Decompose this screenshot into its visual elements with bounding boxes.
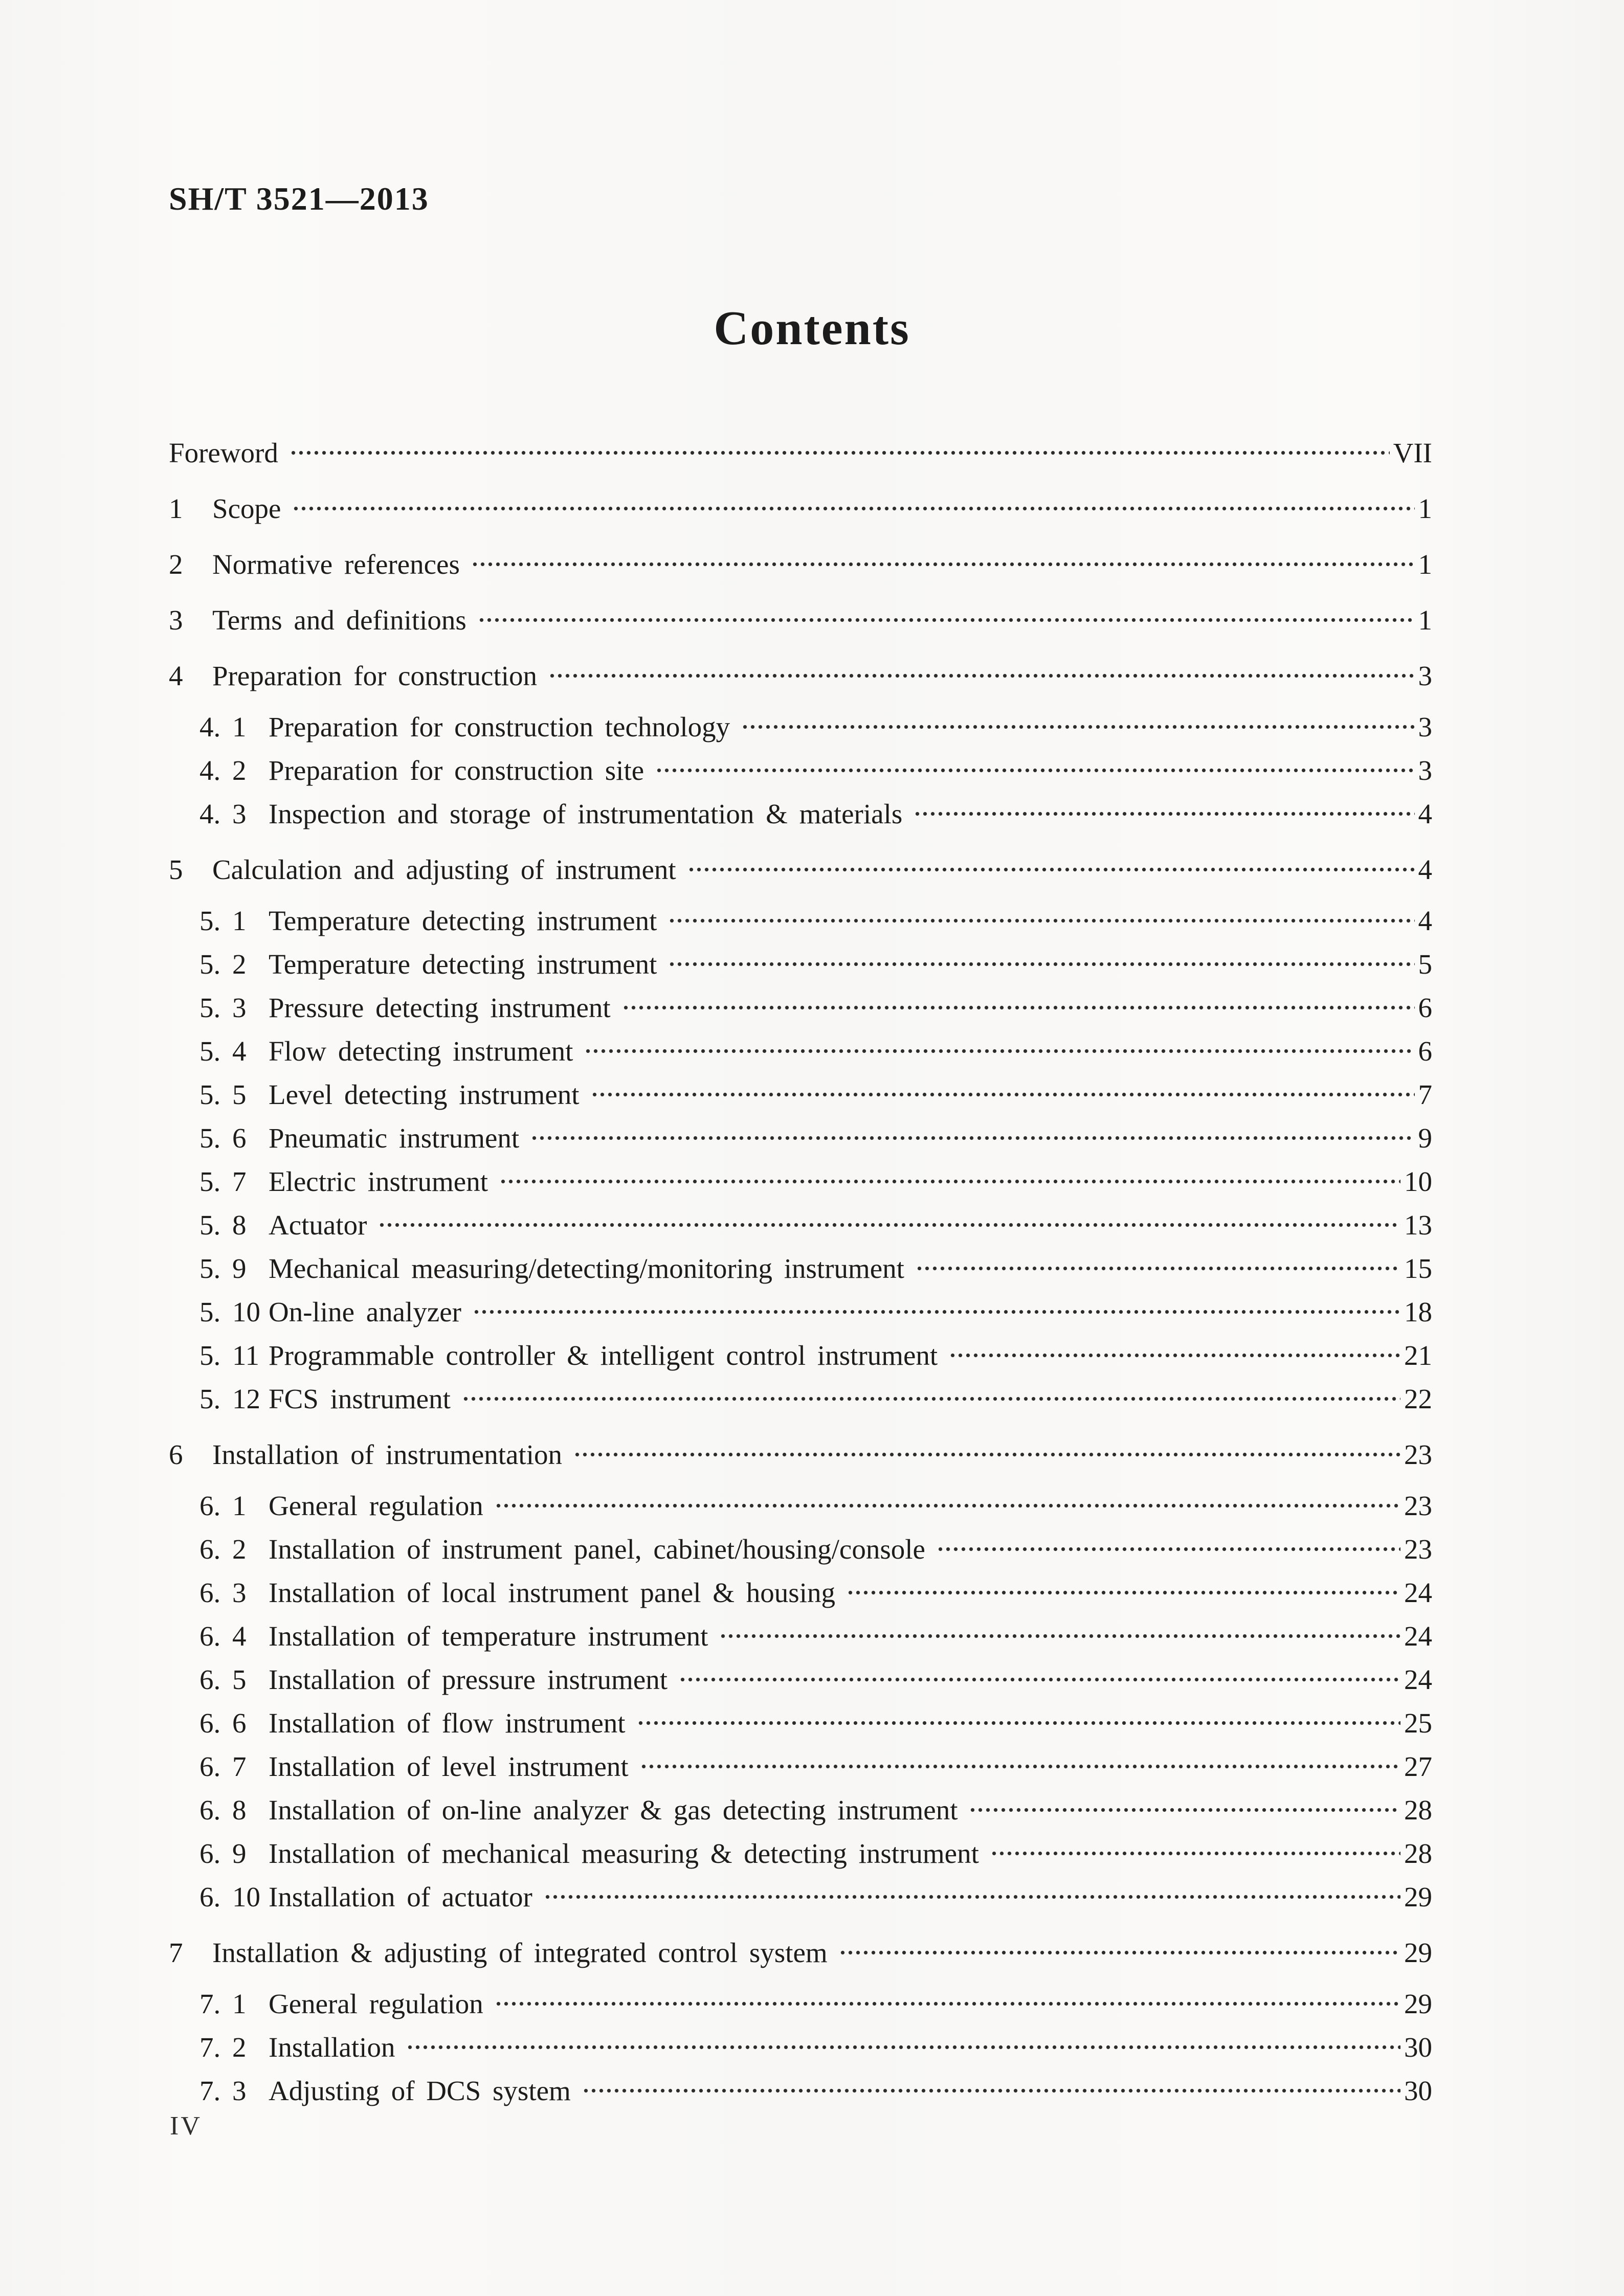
toc-entry xyxy=(169,1614,1432,1658)
entry-number: 2 xyxy=(169,549,183,580)
entry-number: 6. 6 xyxy=(199,1707,247,1739)
entry-number: 5. 10 xyxy=(199,1296,260,1327)
entry-number: 7. 1 xyxy=(199,1988,247,2019)
dot-leader-decoration xyxy=(847,1571,1400,1614)
entry-title: Terms and definitions xyxy=(212,604,466,636)
entry-page: 30 xyxy=(1404,2075,1432,2106)
entry-number: 7 xyxy=(169,1937,183,1968)
entry-page: 24 xyxy=(1404,1664,1432,1695)
entry-number: 5. 3 xyxy=(199,992,247,1023)
entry-title: Installation of local instrument panel & housing xyxy=(269,1577,835,1608)
entry-title: Programmable controller & intelligent control instrument xyxy=(269,1340,938,1371)
entry-page: 5 xyxy=(1418,949,1432,980)
dot-leader-decoration xyxy=(530,1116,1414,1160)
dot-leader-decoration xyxy=(640,1745,1400,1788)
entry-page: 29 xyxy=(1404,1988,1432,2019)
dot-leader-decoration xyxy=(916,1247,1400,1290)
entry-page: 24 xyxy=(1404,1577,1432,1608)
entry-title: Installation of on-line analyzer & gas detecting instrument xyxy=(269,1794,958,1826)
entry-page: 30 xyxy=(1404,2032,1432,2063)
entry-page: 3 xyxy=(1418,755,1432,786)
entry-number: 5 xyxy=(169,854,183,885)
entry-title: Installation of mechanical measuring & detecting instrument xyxy=(269,1838,979,1869)
toc-entry xyxy=(169,705,1432,749)
toc-entry xyxy=(169,986,1432,1029)
toc-entry xyxy=(169,1745,1432,1788)
document-code: SH/T 3521—2013 xyxy=(169,181,429,217)
entry-title: Actuator xyxy=(269,1209,367,1241)
toc-entry xyxy=(169,2025,1432,2069)
toc-entry xyxy=(169,1247,1432,1290)
entry-title: Installation of instrument panel, cabinet/housing/console xyxy=(269,1534,925,1565)
toc-entry xyxy=(169,1982,1432,2025)
entry-title: Calculation and adjusting of instrument xyxy=(212,854,676,885)
entry-number: 6. 8 xyxy=(199,1794,247,1826)
entry-page: 1 xyxy=(1418,604,1432,636)
dot-leader-decoration xyxy=(990,1832,1400,1875)
toc-entry xyxy=(169,1433,1432,1476)
entry-title: Installation of temperature instrument xyxy=(269,1620,708,1652)
dot-leader-decoration xyxy=(582,2069,1400,2112)
toc-entry xyxy=(169,1334,1432,1377)
entry-number: 6. 10 xyxy=(199,1881,260,1912)
dot-leader-decoration xyxy=(548,654,1414,697)
entry-title: Scope xyxy=(212,493,281,524)
entry-title: Installation of instrumentation xyxy=(212,1439,562,1470)
entry-title: Preparation for construction xyxy=(212,660,538,691)
dot-leader-decoration xyxy=(544,1875,1400,1919)
entry-page: 4 xyxy=(1418,798,1432,829)
entry-number: 4. 2 xyxy=(199,755,247,786)
dot-leader-decoration xyxy=(290,431,1390,475)
dot-leader-decoration xyxy=(591,1073,1415,1116)
entry-title: Installation of pressure instrument xyxy=(269,1664,668,1695)
toc-entry xyxy=(169,848,1432,891)
entry-title: General regulation xyxy=(269,1490,483,1521)
toc-entry xyxy=(169,598,1432,642)
toc-entry xyxy=(169,1875,1432,1919)
entry-page: 23 xyxy=(1404,1534,1432,1565)
dot-leader-decoration xyxy=(622,986,1415,1029)
entry-title: Normative references xyxy=(212,549,460,580)
entry-number: 7. 2 xyxy=(199,2032,247,2063)
entry-title: Installation of flow instrument xyxy=(269,1707,626,1739)
entry-number: 6. 3 xyxy=(199,1577,247,1608)
entry-title: Inspection and storage of instrumentation & materials xyxy=(269,798,903,829)
entry-page: 6 xyxy=(1418,992,1432,1023)
dot-leader-decoration xyxy=(679,1658,1400,1701)
toc-entry xyxy=(169,1788,1432,1832)
dot-leader-decoration xyxy=(499,1160,1400,1203)
entry-title: General regulation xyxy=(269,1988,483,2019)
entry-number: 5. 1 xyxy=(199,905,247,936)
dot-leader-decoration xyxy=(969,1788,1400,1832)
entry-number: 6. 4 xyxy=(199,1620,247,1652)
entry-number: 4. 1 xyxy=(199,711,247,742)
toc-entry xyxy=(169,1290,1432,1334)
dot-leader-decoration xyxy=(668,899,1414,942)
entry-title: Preparation for construction site xyxy=(269,755,644,786)
entry-title: Installation of actuator xyxy=(269,1881,532,1912)
entry-page: VII xyxy=(1393,437,1432,468)
toc-entry xyxy=(169,1658,1432,1701)
dot-leader-decoration xyxy=(584,1029,1414,1073)
entry-page: 13 xyxy=(1404,1209,1432,1241)
entry-page: 10 xyxy=(1404,1166,1432,1197)
entry-title: Flow detecting instrument xyxy=(269,1036,573,1067)
entry-page: 25 xyxy=(1404,1707,1432,1739)
entry-page: 9 xyxy=(1418,1122,1432,1154)
toc-entry xyxy=(169,1701,1432,1745)
table-of-contents xyxy=(169,431,1432,2112)
entry-page: 1 xyxy=(1418,549,1432,580)
dot-leader-decoration xyxy=(495,1484,1400,1527)
entry-number: 5. 6 xyxy=(199,1122,247,1154)
dot-leader-decoration xyxy=(473,1290,1400,1334)
entry-title: Level detecting instrument xyxy=(269,1079,580,1110)
entry-page: 24 xyxy=(1404,1620,1432,1652)
entry-page: 7 xyxy=(1418,1079,1432,1110)
toc-entry xyxy=(169,1116,1432,1160)
entry-number: 6. 5 xyxy=(199,1664,247,1695)
entry-page: 3 xyxy=(1418,660,1432,691)
entry-page: 23 xyxy=(1404,1439,1432,1470)
toc-entry xyxy=(169,899,1432,942)
toc-entry xyxy=(169,1073,1432,1116)
entry-number: 5. 8 xyxy=(199,1209,247,1241)
dot-leader-decoration xyxy=(478,598,1415,642)
dot-leader-decoration xyxy=(949,1334,1400,1377)
entry-number: 6 xyxy=(169,1439,183,1470)
dot-leader-decoration xyxy=(495,1982,1400,2025)
entry-number: 6. 2 xyxy=(199,1534,247,1565)
page-title: Contents xyxy=(714,302,910,355)
entry-number: 5. 4 xyxy=(199,1036,247,1067)
toc-entry xyxy=(169,1931,1432,1974)
entry-page: 21 xyxy=(1404,1340,1432,1371)
entry-title: Temperature detecting instrument xyxy=(269,905,657,936)
entry-page: 6 xyxy=(1418,1036,1432,1067)
dot-leader-decoration xyxy=(687,848,1415,891)
entry-page: 15 xyxy=(1404,1253,1432,1284)
toc-entry xyxy=(169,1029,1432,1073)
dot-leader-decoration xyxy=(637,1701,1400,1745)
toc-entry xyxy=(169,543,1432,586)
entry-title: FCS instrument xyxy=(269,1383,451,1414)
entry-page: 23 xyxy=(1404,1490,1432,1521)
toc-entry xyxy=(169,2069,1432,2112)
entry-title: Foreword xyxy=(169,437,278,468)
dot-leader-decoration xyxy=(292,487,1414,530)
entry-number: 1 xyxy=(169,493,183,524)
toc-entry xyxy=(169,1571,1432,1614)
entry-page: 29 xyxy=(1404,1937,1432,1968)
toc-entry xyxy=(169,749,1432,792)
entry-title: Installation of level instrument xyxy=(269,1751,629,1782)
dot-leader-decoration xyxy=(668,942,1414,986)
entry-page: 18 xyxy=(1404,1296,1432,1327)
entry-title: Preparation for construction technology xyxy=(269,711,730,742)
dot-leader-decoration xyxy=(573,1433,1400,1476)
entry-title: Pneumatic instrument xyxy=(269,1122,520,1154)
entry-number: 6. 1 xyxy=(199,1490,247,1521)
entry-number: 7. 3 xyxy=(199,2075,247,2106)
dot-leader-decoration xyxy=(471,543,1415,586)
entry-number: 3 xyxy=(169,604,183,636)
toc-entry xyxy=(169,1484,1432,1527)
entry-number: 5. 2 xyxy=(199,949,247,980)
entry-page: 1 xyxy=(1418,493,1432,524)
entry-number: 4. 3 xyxy=(199,798,247,829)
entry-page: 29 xyxy=(1404,1881,1432,1912)
entry-title: Installation & adjusting of integrated control system xyxy=(212,1937,828,1968)
dot-leader-decoration xyxy=(741,705,1414,749)
entry-page: 27 xyxy=(1404,1751,1432,1782)
toc-entry xyxy=(169,654,1432,697)
toc-entry xyxy=(169,1160,1432,1203)
entry-page: 3 xyxy=(1418,711,1432,742)
dot-leader-decoration xyxy=(719,1614,1400,1658)
dot-leader-decoration xyxy=(914,792,1414,836)
toc-entry xyxy=(169,1832,1432,1875)
entry-number: 5. 11 xyxy=(199,1340,259,1371)
entry-number: 5. 5 xyxy=(199,1079,247,1110)
entry-page: 4 xyxy=(1418,905,1432,936)
toc-entry xyxy=(169,431,1432,475)
dot-leader-decoration xyxy=(378,1203,1400,1247)
page-number: IV xyxy=(170,2111,202,2141)
dot-leader-decoration xyxy=(937,1527,1400,1571)
dot-leader-decoration xyxy=(462,1377,1400,1421)
entry-title: Mechanical measuring/detecting/monitoring instrument xyxy=(269,1253,904,1284)
dot-leader-decoration xyxy=(839,1931,1400,1974)
entry-title: Adjusting of DCS system xyxy=(269,2075,571,2106)
entry-number: 6. 7 xyxy=(199,1751,247,1782)
dot-leader-decoration xyxy=(406,2025,1400,2069)
entry-title: Temperature detecting instrument xyxy=(269,949,657,980)
dot-leader-decoration xyxy=(655,749,1414,792)
entry-page: 28 xyxy=(1404,1794,1432,1826)
entry-page: 28 xyxy=(1404,1838,1432,1869)
entry-page: 4 xyxy=(1418,854,1432,885)
entry-title: Pressure detecting instrument xyxy=(269,992,611,1023)
toc-entry xyxy=(169,1527,1432,1571)
entry-number: 5. 7 xyxy=(199,1166,247,1197)
toc-entry xyxy=(169,487,1432,530)
toc-entry xyxy=(169,942,1432,986)
entry-number: 5. 12 xyxy=(199,1383,260,1414)
entry-page: 22 xyxy=(1404,1383,1432,1414)
entry-title: On-line analyzer xyxy=(269,1296,462,1327)
entry-number: 5. 9 xyxy=(199,1253,247,1284)
entry-number: 6. 9 xyxy=(199,1838,247,1869)
toc-entry xyxy=(169,792,1432,836)
entry-title: Electric instrument xyxy=(269,1166,488,1197)
toc-entry xyxy=(169,1203,1432,1247)
entry-title: Installation xyxy=(269,2032,395,2063)
toc-entry xyxy=(169,1377,1432,1421)
entry-number: 4 xyxy=(169,660,183,691)
